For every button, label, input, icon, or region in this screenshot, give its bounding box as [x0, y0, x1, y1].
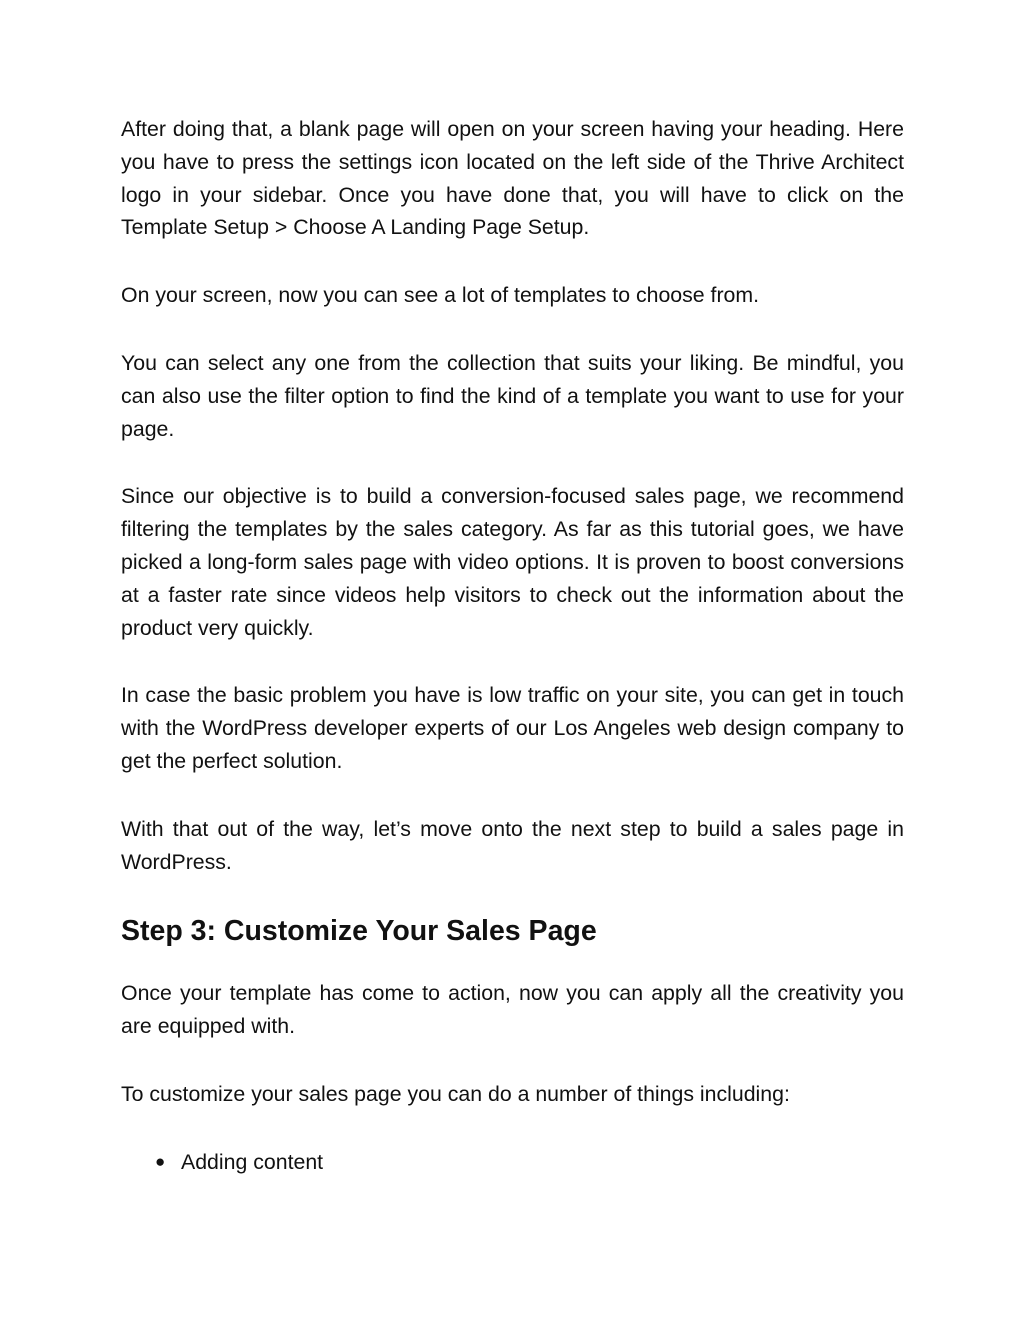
paragraph-sales-category: Since our objective is to build a conversion-focused sales page, we recommend filtering the templates by the sales category. As far as this tutorial goes, we have picked a long-form sales page with video options. It is proven to boost conversions at a faster rate since videos help visitors to check out the information about the product very quickly.: [121, 484, 904, 640]
paragraph-next-step: With that out of the way, let’s move onto the next step to build a sales page in WordPress.: [121, 816, 904, 874]
document-page: [121, 113, 904, 1179]
paragraph-template-setup: After doing that, a blank page will open on your screen having your heading. Here you have to press the settings icon located on the left side of the Thrive Architect logo in your sidebar. Once you have done that, you will have to click on the Template Setup > Choose A Landing Page Setup.: [121, 117, 904, 240]
section-heading: Step 3: Customize Your Sales Page: [121, 915, 597, 948]
paragraph-template-action: Once your template has come to action, now you can apply all the creativity you are equipped with.: [121, 981, 904, 1039]
list-item: [121, 1146, 904, 1179]
paragraph-filter-option: You can select any one from the collection that suits your liking. Be mindful, you can also use the filter option to find the kind of a template you want to use for your page.: [121, 350, 904, 441]
customization-list: [121, 1146, 904, 1179]
bullet-icon: ●: [155, 1151, 166, 1171]
list-item-label: Adding content: [181, 1149, 324, 1174]
paragraph-customize-intro: To customize your sales page you can do a number of things including:: [121, 1081, 790, 1106]
paragraph-low-traffic: In case the basic problem you have is low traffic on your site, you can get in touch with the WordPress developer experts of our Los Angeles web design company to get the perfect solution.: [121, 683, 904, 773]
paragraph-templates-choice: On your screen, now you can see a lot of templates to choose from.: [121, 283, 760, 308]
